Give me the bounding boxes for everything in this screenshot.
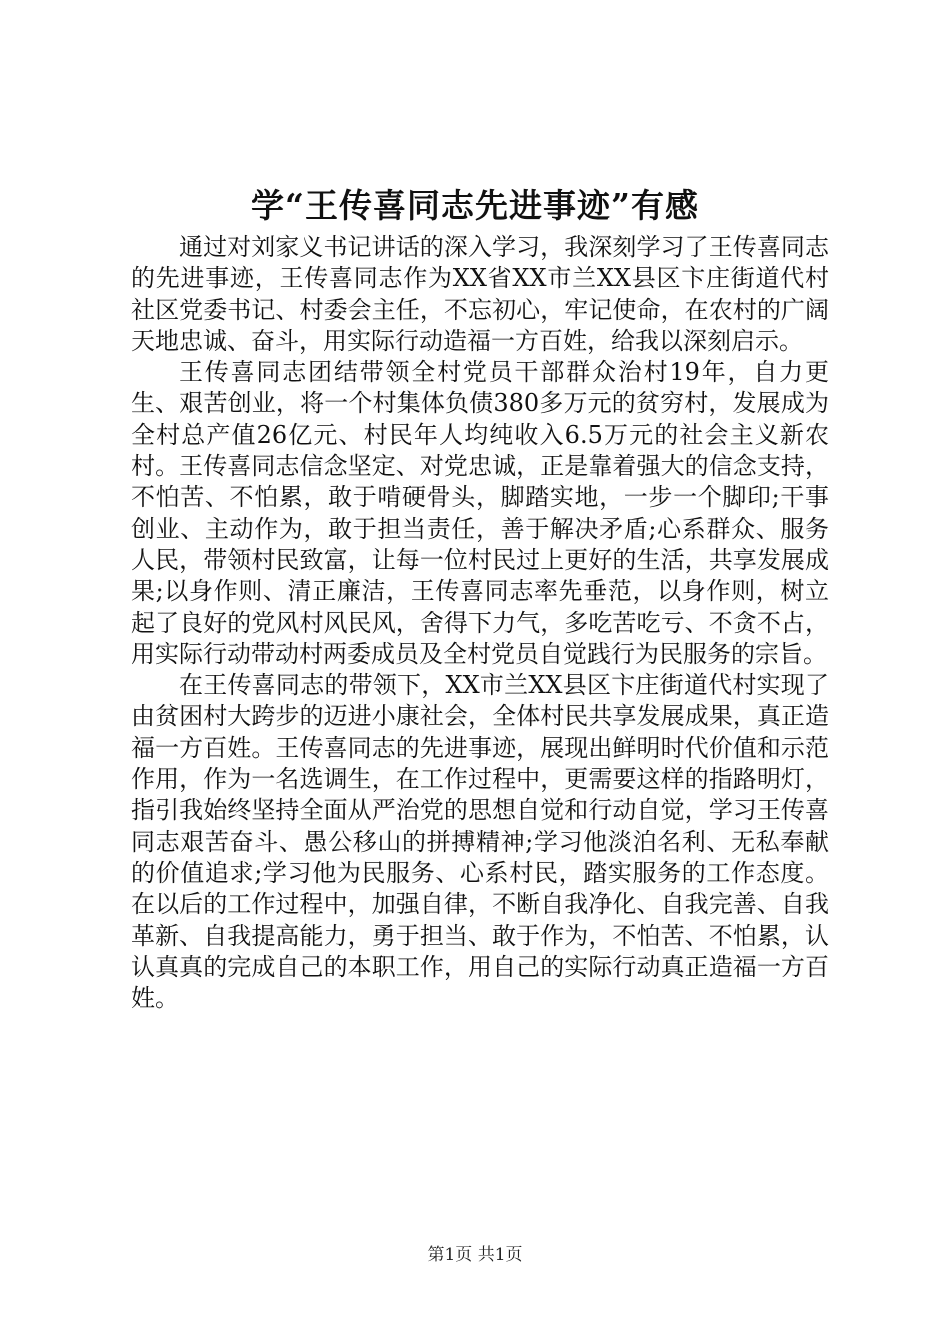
page-number-footer: 第1页 共1页 [427,1245,523,1265]
paragraph-2: 王传喜同志团结带领全村党员干部群众治村19年，自力更生、艰苦创业，将一个村集体负债380多万元的贫穷村，发展成为全村总产值26亿元、村民年人均纯收入6.5万元的社会主义新农村。王传喜同志信念坚定、对党忠诚，正是靠着强大的信念支持，不怕苦、不怕累，敢于啃硬骨头，脚踏实地，一步一个脚印;干事创业、主动作为，敢于担当责任，善于解决矛盾;心系群众、服务人民，带领村民致富，让每一位村民过上更好的生活，共享发展成果;以身作则、清正廉洁，王传喜同志率先垂范，以身作则，树立起了良好的党风村风民风，舍得下力气，多吃苦吃亏、不贪不占，用实际行动带动村两委成员及全村党员自觉践行为民服务的宗旨。 [131,358,829,668]
paragraph-1: 通过对刘家义书记讲话的深入学习，我深刻学习了王传喜同志的先进事迹，王传喜同志作为XX省XX市兰XX县区卞庄街道代村社区党委书记、村委会主任，不忘初心，牢记使命，在农村的广阔天地忠诚、奋斗，用实际行动造福一方百姓，给我以深刻启示。 [131,233,829,355]
document-body [131,232,829,1014]
document-title: 学“王传喜同志先进事迹”有感 [251,186,699,225]
paragraph-3: 在王传喜同志的带领下，XX市兰XX县区卞庄街道代村实现了由贫困村大跨步的迈进小康社会，全体村民共享发展成果，真正造福一方百姓。王传喜同志的先进事迹，展现出鲜明时代价值和示范作用，作为一名选调生，在工作过程中，更需要这样的指路明灯，指引我始终坚持全面从严治党的思想自觉和行动自觉，学习王传喜同志艰苦奋斗、愚公移山的拼搏精神;学习他淡泊名利、无私奉献的价值追求;学习他为民服务、心系村民，踏实服务的工作态度。在以后的工作过程中，加强自律，不断自我净化、自我完善、自我革新、自我提高能力，勇于担当、敢于作为，不怕苦、不怕累，认认真真的完成自己的本职工作，用自己的实际行动真正造福一方百姓。 [131,671,829,1013]
